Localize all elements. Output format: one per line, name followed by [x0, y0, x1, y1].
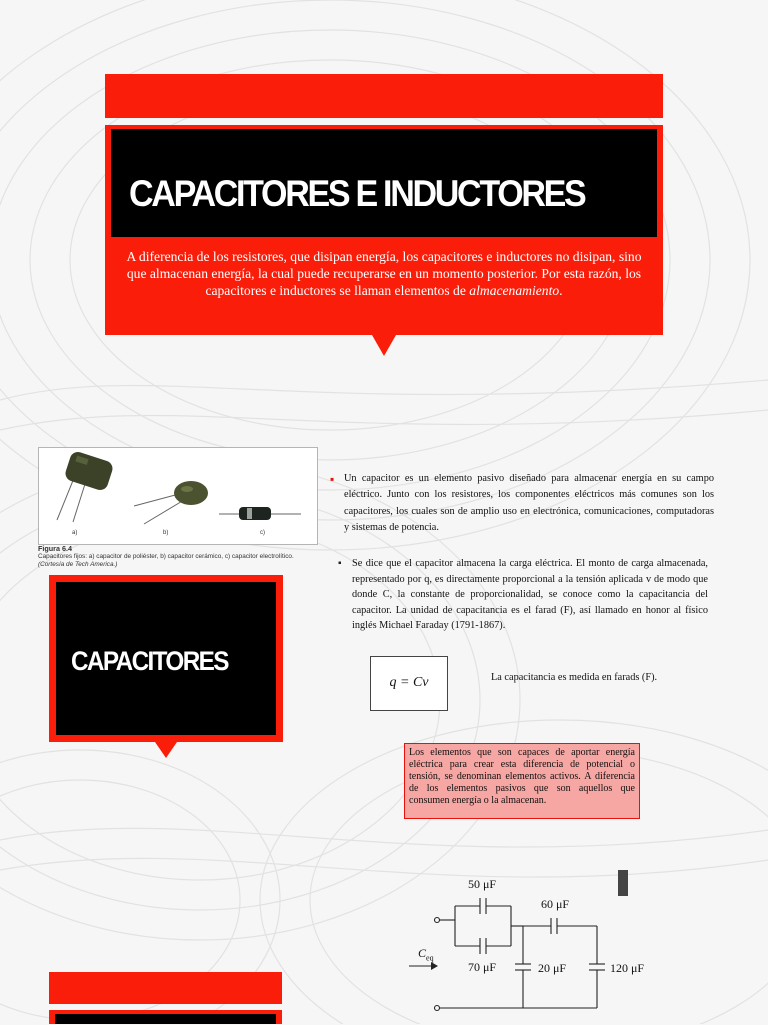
electrolytic-capacitor-image — [219, 507, 301, 520]
bottom-card — [49, 1010, 282, 1024]
ceramic-capacitor-image — [134, 481, 208, 524]
figure-label-c: c) — [260, 530, 265, 536]
figure-caption — [38, 545, 318, 569]
hero-title-box — [111, 129, 657, 237]
bullet-marker-1: ▪ — [330, 472, 335, 486]
polyester-capacitor-image — [57, 450, 115, 522]
bullet-capacitor-definition: Un capacitor es un elemento pasivo diseñado para almacenar energía en su campo eléctrico. Junto con los resistores, los componentes eléctricos más comunes son los capacitores, los cuales son de amplio uso en electrónica, comunicaciones, computadoras y sistemas de potencia. — [344, 473, 714, 534]
bullet-capacitor-charge: Se dice que el capacitor almacena la carga eléctrica. El monto de carga almacenada, representado por q, es directamente proporcional a la tensión aplicada v de modo que donde C, la constante de proporcionalidad, se conoce como la capacitancia del capacitor. La unidad de capacitancia es el farad (F), así llamado en honor al físico inglés Michael Faraday (1791-1867). — [352, 558, 708, 632]
bottom-card-inner — [55, 1014, 276, 1024]
note-text: Los elementos que son capaces de aportar energía eléctrica para crear esta diferencia de potencial o tensión, se denominan elementos activos. A diferencia de los elementos pasivos que son aquellos que consumen energía o la almacenan. — [409, 747, 635, 806]
capacitores-card — [49, 575, 283, 742]
capacitores-title: CAPACITORES — [71, 646, 228, 676]
formula-note: La capacitancia es medida en farads (F). — [491, 672, 658, 683]
label-70uf: 70 μF — [468, 960, 497, 974]
label-120uf: 120 μF — [610, 961, 645, 975]
label-ceq-main: C — [418, 946, 427, 960]
active-elements-note — [404, 743, 640, 819]
hero-card — [105, 125, 663, 335]
capacitores-pointer — [155, 742, 177, 758]
label-ceq-sub: eq — [426, 953, 434, 963]
capacitance-formula: q = Cv — [389, 675, 429, 690]
label-ceq — [418, 946, 434, 962]
hero-intro-text — [119, 248, 649, 299]
bottom-top-bar — [49, 972, 282, 1004]
capacitores-card-inner — [56, 582, 276, 735]
formula-box — [370, 656, 448, 711]
label-50uf: 50 μF — [468, 877, 497, 891]
figure-label-b: b) — [163, 530, 169, 536]
label-20uf: 20 μF — [538, 961, 567, 975]
capacitor-figure — [38, 447, 318, 545]
hero-intro-emphasis: almacenamiento — [469, 283, 560, 298]
hero-top-bar — [105, 74, 663, 118]
bullet-marker-2: ▪ — [338, 558, 342, 569]
hero-pointer — [372, 335, 396, 356]
page-title: CAPACITORES E INDUCTORES — [129, 173, 585, 214]
figure-label-a: a) — [72, 530, 78, 536]
capacitor-circuit — [395, 870, 655, 1025]
hero-intro-end: . — [559, 283, 563, 298]
label-60uf: 60 μF — [541, 897, 570, 911]
hero-intro-main: A diferencia de los resistores, que disipan energía, los capacitores e inductores no disipan, sino que almacenan energía, la cual puede recuperarse en un momento posterior. Por esta razón, los capacitores e inductores se llaman elementos de — [126, 249, 642, 298]
figure-caption-title: Figura 6.4 — [38, 544, 72, 553]
circuit-diagram — [395, 870, 655, 1020]
capacitor-photos — [39, 448, 317, 544]
figure-caption-credit: (Cortesía de Tech America.) — [38, 561, 118, 568]
figure-caption-text: Capacitores fijos: a) capacitor de poliéster, b) capacitor cerámico, c) capacitor electrolítico. — [38, 553, 294, 560]
